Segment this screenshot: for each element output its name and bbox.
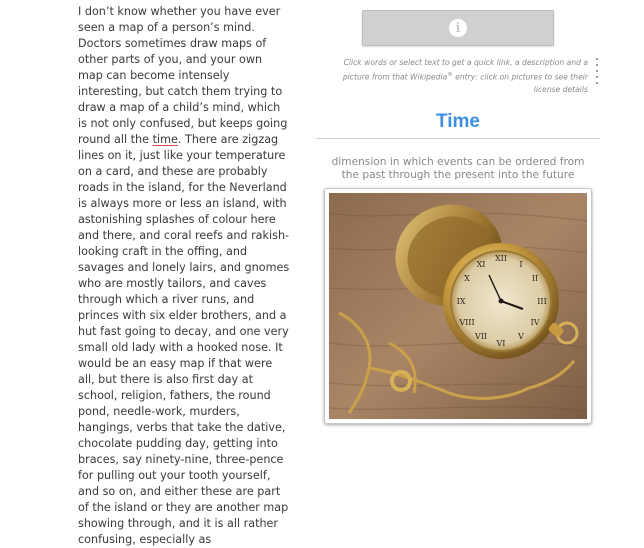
svg-text:I: I [519, 260, 523, 269]
hint-text-end: entry: click on pictures to see their license details [452, 72, 588, 94]
svg-text:VIII: VIII [459, 318, 475, 327]
story-text-before: I don’t know whether you have ever seen a map of a person’s mind. Doctors sometimes draw maps of other parts of you, and your own map can become intensely interesting, but catch them trying to draw a map of a child’s mind, which is not only confused, but keeps going round all the [78, 5, 288, 146]
entry-description: dimension in which events can be ordered from the past through the present into the future [331, 156, 585, 181]
svg-text:III: III [537, 297, 547, 306]
wikipedia-panel [316, 0, 600, 483]
entry-picture-frame[interactable] [324, 188, 592, 424]
divider [316, 138, 600, 139]
word-link-time[interactable]: time [152, 133, 178, 146]
story-paragraph [78, 0, 290, 548]
pocket-watch-photo[interactable] [329, 193, 587, 419]
svg-text:XI: XI [476, 260, 486, 269]
hint-text: Click words or select text to get a quick link, a description and a picture from that Wikipedia [342, 58, 588, 82]
reading-column [78, 0, 290, 548]
resize-grip-icon[interactable] [596, 58, 599, 90]
entry-title[interactable]: Time [435, 111, 480, 132]
svg-text:X: X [464, 274, 470, 283]
story-text-after: . There are zigzag lines on it, just like your temperature on a card, and these are probably roads in the island, for the Neverland is always more or less an island, with astonishing splashes of colour here and there, and coral reefs and rakish-looking craft in the offing, and savages and lonely lairs, and gnomes who are mostly tailors, and caves through which a river runs, and princes with six elder brothers, and a hut fast going to decay, and one very small old lady with a hooked nose. It would be an easy map if that were all, but there is also first day at school, religion, fathers, the round pond, needle-work, murders, hangings, verbs that take the dative, chocolate pudding day, getting into braces, say ninety-nine, three-pence for pulling out your tooth yourself, and so on, and either these are part of the island or they are another map showing through, and it is all rather confusing, especially as [78, 133, 290, 546]
info-icon: i [449, 19, 467, 37]
svg-text:IX: IX [456, 297, 466, 306]
svg-text:VII: VII [474, 332, 488, 341]
svg-text:VI: VI [496, 339, 506, 348]
svg-text:V: V [518, 332, 524, 341]
instruction-hint [334, 57, 588, 96]
registered-mark: ® [447, 72, 453, 78]
svg-text:IV: IV [530, 318, 540, 327]
svg-text:XII: XII [494, 254, 508, 263]
svg-text:II: II [531, 274, 539, 283]
info-button[interactable] [362, 10, 554, 46]
